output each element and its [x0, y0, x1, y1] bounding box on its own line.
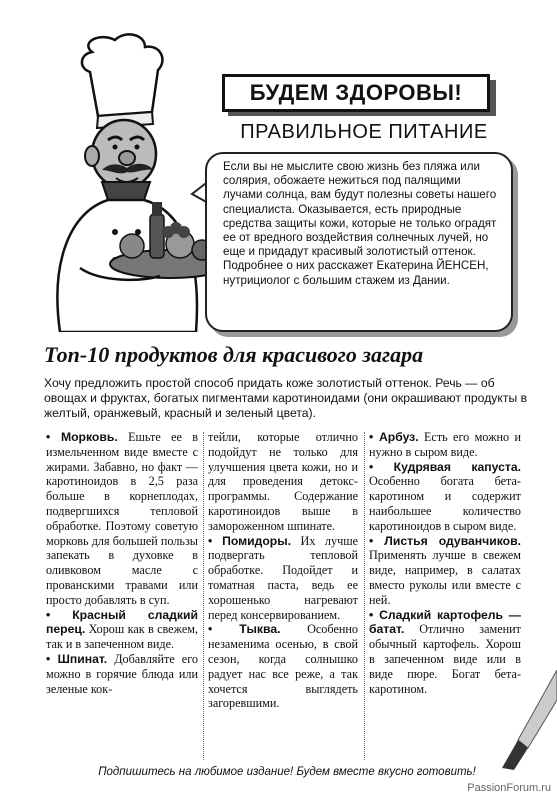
- list-item: [208, 622, 358, 711]
- column-divider: [203, 432, 204, 760]
- item-lead: • Красный сладкий перец.: [46, 607, 198, 637]
- knife-icon: [498, 670, 557, 770]
- item-text: Их лучше подвергать тепловой обработке. Подойдет и томатная паста, ведь ее хорошенько нагревают перед консервированием.: [208, 533, 359, 622]
- item-lead: • Морковь.: [46, 430, 118, 444]
- item-text: Отлично заменит обычный картофель. Хорош в запеченном виде или в виде пюре. Богат бета-каротином.: [369, 622, 521, 696]
- item-text: тейли, которые отлично подойдут не только для улучшения цвета кожи, но и для проведения детокс-программы. Содержание каротиноидов выше в замороженном шпинате.: [208, 430, 358, 533]
- item-text: Добавляйте его можно в горячие блюда или зеленые кок-: [46, 651, 198, 696]
- item-lead: • Шпинат.: [46, 651, 108, 666]
- item-lead: • Помидоры.: [208, 533, 292, 548]
- list-item: [46, 430, 198, 608]
- list-item: [46, 608, 198, 652]
- list-item: [208, 430, 358, 534]
- article-intro: Хочу предложить простой способ придать коже золотистый оттенок. Речь — об овощах и фруктах, богатых пигментами каротиноидами (они окрашивают продукты в желтый, оранжевый, красный и зеленый цвета).: [44, 376, 528, 420]
- item-lead: • Сладкий картофель — батат.: [369, 607, 521, 637]
- speech-bubble: [205, 152, 513, 332]
- column-divider: [364, 432, 365, 760]
- item-text: Ешьте ее в измельченном виде вместе с жирами. Забавно, но факт — каротиноидов в 2,5 раза больше в корнеплодах, подвергшихся тепловой обработке. Поэтому советую морковь для большей пользы запекать в духовке в оливковом масле с прованскими травами или просто добавлять в суп.: [46, 430, 199, 607]
- item-lead: • Кудрявая капуста.: [369, 459, 521, 474]
- list-item: [369, 534, 521, 608]
- item-text: Есть его можно и нужно в сыром виде.: [369, 430, 521, 459]
- item-text: Особенно незаменима осенью, в свой сезон, когда солнышко радует нас все реже, а так хочется выглядеть загоревшими.: [208, 622, 358, 711]
- item-text: Применять лучше в свежем виде, например, в салатах вместо руколы или вместе с ней.: [369, 548, 521, 607]
- section-title: БУДЕМ ЗДОРОВЫ!: [249, 80, 463, 105]
- list-item: [369, 430, 521, 460]
- article-column-3: [369, 430, 521, 696]
- section-subtitle: ПРАВИЛЬНОЕ ПИТАНИЕ: [240, 120, 488, 143]
- section-subtitle-box: [208, 116, 520, 148]
- item-lead: • Листья одуванчиков.: [369, 533, 521, 548]
- article-headline: Топ-10 продуктов для красивого загара: [44, 342, 424, 367]
- watermark: PassionForum.ru: [467, 782, 551, 794]
- list-item: [46, 652, 198, 696]
- article-column-1: [46, 430, 198, 696]
- list-item: [369, 460, 521, 534]
- article-column-2: [208, 430, 358, 711]
- page-footer: Подпишитесь на любимое издание! Будем вместе вкусно готовить!: [98, 766, 476, 778]
- section-title-box: [222, 74, 490, 112]
- item-text: Особенно богата бета-каротином и содержит наибольшее количество каротиноидов в сыром виде.: [369, 474, 521, 533]
- item-lead: • Арбуз.: [369, 430, 419, 444]
- item-lead: • Тыква.: [208, 622, 281, 637]
- speech-bubble-text: Если вы не мыслите свою жизнь без пляжа или солярия, обожаете нежиться под палящими лучами солнца, вам будут полезны советы нашего специалиста. Оказывается, есть природные средства защиты кожи, которые не только оградят ее от вредного воздействия солнечных лучей, но еще и придадут красивый золотистый оттенок. Подробнее о них расскажет Екатерина ЙЕНСЕН, нутрициолог с большим стажем из Дании.: [223, 160, 497, 287]
- item-text: Хорош как в свежем, так и в запеченном виде.: [46, 622, 198, 652]
- list-item: [208, 534, 358, 623]
